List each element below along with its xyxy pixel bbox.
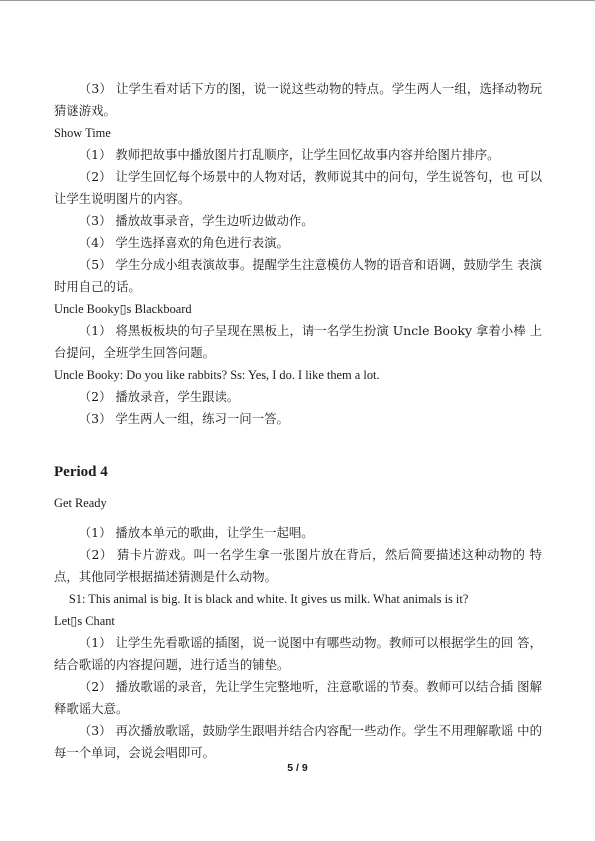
document-body (54, 78, 542, 764)
paragraph: （5） 学生分成小组表演故事。提醒学生注意模仿人物的语音和语调，鼓励学生 表演时用自己的话。 (54, 257, 542, 294)
paragraph: （2） 让学生回忆每个场景中的人物对话，教师说其中的问句，学生说答句，也 可以让学生说明图片的内容。 (54, 169, 542, 206)
paragraph: （1） 将黑板板块的句子呈现在黑板上，请一名学生扮演 Uncle Booky 拿着小棒 上台提问，全班学生回答问题。 (54, 323, 542, 360)
paragraph: （1） 教师把故事中播放图片打乱顺序，让学生回忆故事内容并给图片排序。 (78, 147, 500, 162)
section-heading-blackboard: Uncle Booky▯s Blackboard (54, 302, 192, 316)
paragraph: （1） 播放本单元的歌曲，让学生一起唱。 (78, 525, 314, 540)
paragraph: （4） 学生选择喜欢的角色进行表演。 (78, 235, 289, 250)
paragraph: （1） 让学生先看歌谣的插图，说一说图中有哪些动物。教师可以根据学生的回 答，结合歌谣的内容提问题，进行适当的铺垫。 (54, 635, 542, 672)
paragraph: （2） 猜卡片游戏。叫一名学生拿一张图片放在背后，然后简要描述这种动物的 特点，其他同学根据描述猜测是什么动物。 (54, 547, 542, 584)
paragraph: （2） 播放录音，学生跟读。 (78, 389, 240, 404)
dialog-line: Uncle Booky: Do you like rabbits? Ss: Yes, I do. I like them a lot. (54, 368, 380, 382)
section-heading-show-time: Show Time (54, 126, 111, 140)
page-number: 5 / 9 (287, 762, 308, 774)
header-rule (0, 0, 595, 1)
paragraph: （3） 再次播放歌谣，鼓励学生跟唱并结合内容配一些动作。学生不用理解歌谣 中的每一个单词，会说会唱即可。 (54, 723, 542, 760)
paragraph: （3） 学生两人一组，练习一问一答。 (78, 411, 289, 426)
section-heading-get-ready: Get Ready (54, 496, 107, 510)
section-heading-chant: Let▯s Chant (54, 614, 115, 628)
paragraph: （3） 让学生看对话下方的图，说一说这些动物的特点。学生两人一组，选择动物玩猜谜游戏。 (54, 81, 542, 118)
paragraph: （3） 播放故事录音，学生边听边做动作。 (78, 213, 314, 228)
dialog-line: S1: This animal is big. It is black and white. It gives us milk. What animals is it? (68, 592, 469, 606)
paragraph: （2） 播放歌谣的录音，先让学生完整地听，注意歌谣的节奏。教师可以结合插 图解释歌谣大意。 (54, 679, 542, 716)
period-title: Period 4 (54, 464, 108, 480)
